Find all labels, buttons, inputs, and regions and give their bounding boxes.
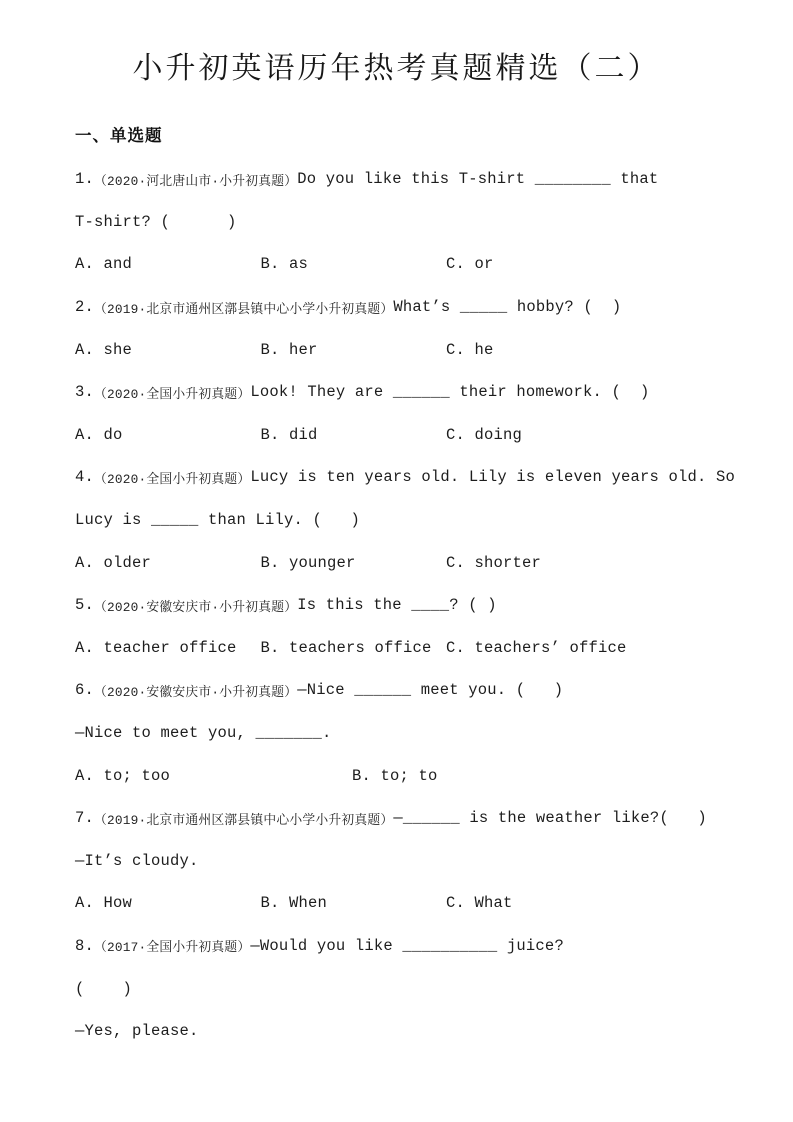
question-block <box>75 456 735 584</box>
question-number: 5. <box>75 596 95 615</box>
options-row <box>75 243 725 286</box>
question-continuation: —Yes, please. <box>75 1022 199 1041</box>
question-block <box>75 286 725 371</box>
option-item: B. teachers office <box>260 638 432 657</box>
question-first-line <box>75 158 725 201</box>
question-block <box>75 584 725 669</box>
question-source: （2019·北京市通州区漷县镇中心小学小升初真题） <box>94 301 394 317</box>
option-item: B. did <box>260 425 318 444</box>
question-block <box>75 797 725 925</box>
option-item: B. When <box>260 894 328 913</box>
page-title: 小升初英语历年热考真题精选（二） <box>132 51 661 86</box>
question-source: （2017·全国小升初真题） <box>94 940 251 956</box>
options-row <box>75 754 725 797</box>
question-stem: —Would you like __________ juice? <box>250 936 564 955</box>
question-stem: What’s _____ hobby? ( ) <box>393 298 622 317</box>
option-item: C. or <box>446 255 494 274</box>
question-number: 2. <box>75 298 95 317</box>
question-stem: —Nice ______ meet you. ( ) <box>297 681 564 700</box>
option-item: C. teachers’ office <box>446 638 627 657</box>
option-item: A. to; too <box>75 766 171 785</box>
question-first-line <box>75 925 725 968</box>
option-item: C. shorter <box>446 553 542 572</box>
options-row <box>75 627 725 670</box>
question-continuation: ( ) <box>75 979 133 998</box>
option-item: A. she <box>75 340 133 359</box>
question-source: （2020·安徽安庆市·小升初真题） <box>94 684 298 700</box>
question-continuation: Lucy is _____ than Lily. ( ) <box>75 511 361 530</box>
question-stem: Is this the ____? ( ) <box>297 596 497 615</box>
option-item: C. he <box>446 340 494 359</box>
question-block <box>75 371 725 456</box>
options-row <box>75 882 725 925</box>
options-row <box>75 414 725 457</box>
question-stem: Look! They are ______ their homework. ( ) <box>250 383 650 402</box>
option-item: B. her <box>260 340 318 359</box>
question-source: （2020·河北唐山市·小升初真题） <box>94 173 298 189</box>
question-number: 6. <box>75 681 95 700</box>
question-number: 3. <box>75 383 95 402</box>
question-source: （2020·全国小升初真题） <box>94 471 251 487</box>
options-row <box>75 328 725 371</box>
questions-container <box>75 158 735 1052</box>
option-item: A. How <box>75 894 133 913</box>
option-item: B. younger <box>260 553 356 572</box>
question-number: 4. <box>75 468 95 487</box>
question-stem: —______ is the weather like?( ) <box>393 809 707 828</box>
options-row <box>75 541 725 584</box>
question-continuation: T-shirt? ( ) <box>75 212 237 231</box>
section-heading: 一、单选题 <box>75 126 163 145</box>
option-item: B. as <box>260 255 309 274</box>
question-first-line <box>75 456 735 499</box>
question-first-line <box>75 286 725 329</box>
question-source: （2020·全国小升初真题） <box>94 386 251 402</box>
question-first-line <box>75 584 725 627</box>
question-continuation: —Nice to meet you, _______. <box>75 724 332 743</box>
question-stem: Do you like this T-shirt ________ that <box>297 170 659 189</box>
option-item: A. older <box>75 553 152 572</box>
question-stem: Lucy is ten years old. Lily is eleven years old. So <box>250 468 735 487</box>
option-item: C. What <box>446 894 513 913</box>
question-number: 1. <box>75 170 95 189</box>
question-block <box>75 158 725 286</box>
question-source: （2019·北京市通州区漷县镇中心小学小升初真题） <box>94 812 394 828</box>
question-source: （2020·安徽安庆市·小升初真题） <box>94 599 298 615</box>
question-first-line <box>75 669 725 712</box>
option-item: A. do <box>75 425 123 444</box>
question-number: 8. <box>75 936 95 955</box>
option-item: C. doing <box>446 425 523 444</box>
option-item: A. and <box>75 255 133 274</box>
question-block <box>75 925 725 1053</box>
option-item: B. to; to <box>352 766 438 785</box>
question-first-line <box>75 371 725 414</box>
option-item: A. teacher office <box>75 638 237 657</box>
question-first-line <box>75 797 725 840</box>
question-block <box>75 669 725 797</box>
question-number: 7. <box>75 809 95 828</box>
question-continuation: —It’s cloudy. <box>75 851 199 870</box>
